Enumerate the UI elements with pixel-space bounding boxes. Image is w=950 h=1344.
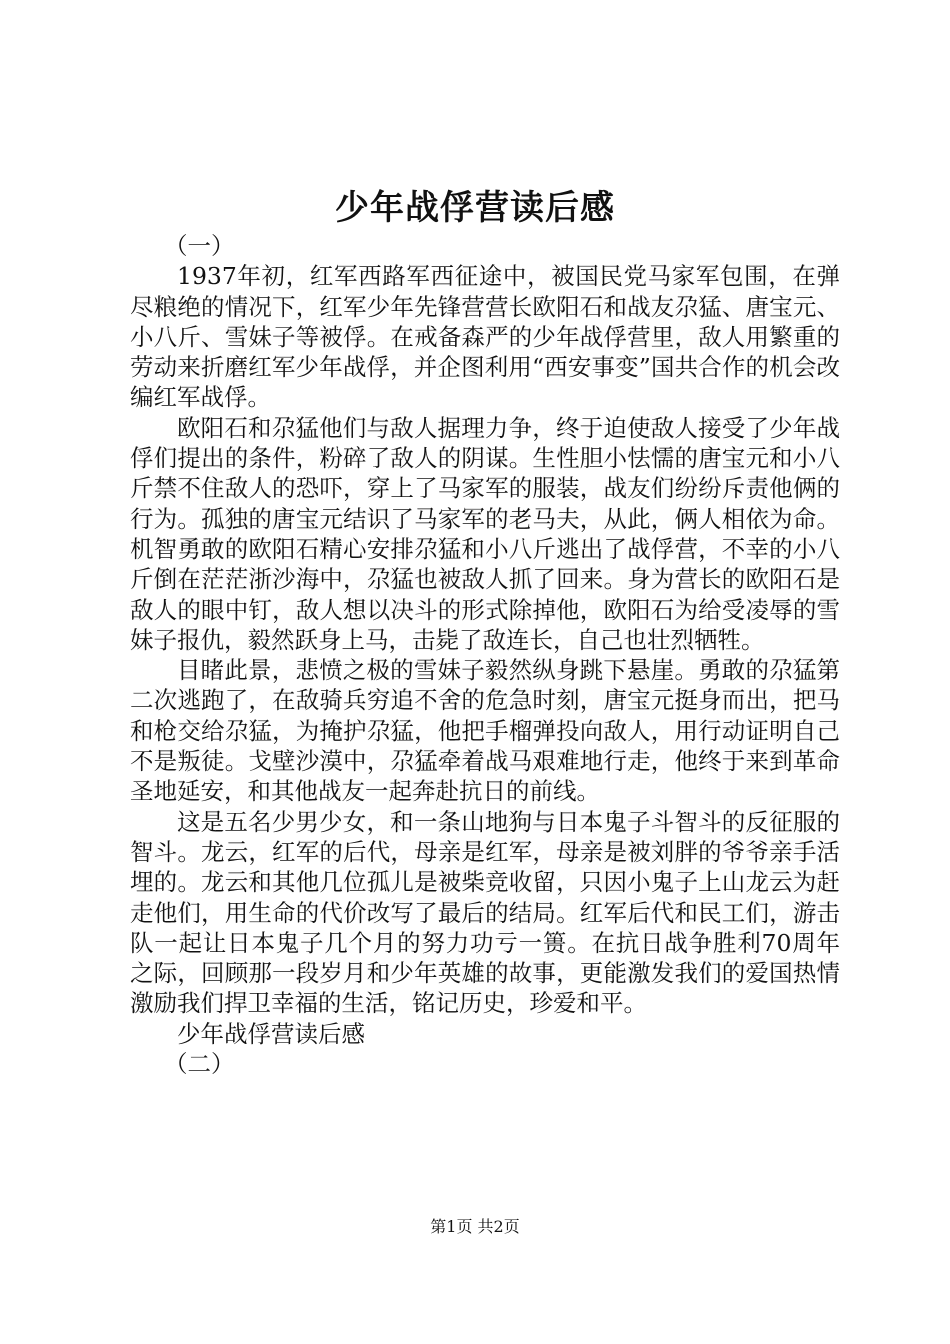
paragraph-3: 目睹此景，悲愤之极的雪妹子毅然纵身跳下悬崖。勇敢的尕猛第二次逃跑了，在敌骑兵穷追不舍的危急时刻，唐宝元挺身而出，把马和枪交给尕猛，为掩护尕猛，他把手榴弹投向敌人，用行动证明自己不是叛徒。戈壁沙漠中，尕猛牵着战马艰难地行走，他终于来到革命圣地延安，和其他战友一起奔赴抗日的前线。 bbox=[130, 656, 840, 806]
paragraph-4: 这是五名少男少女，和一条山地狗与日本鬼子斗智斗的反征服的智斗。龙云，红军的后代，母亲是红军，母亲是被刘胖的爷爷亲手活埋的。龙云和其他几位孤儿是被柴竞收留，只因小鬼子上山龙云为赶走他们，用生命的代价改写了最后的结局。红军后代和民工们，游击队一起让日本鬼子几个月的努力功亏一篑。在抗日战争胜利70周年之际，回顾那一段岁月和少年英雄的故事，更能激发我们的爱国热情激励我们捍卫幸福的生活，铭记历史，珍爱和平。 bbox=[130, 807, 840, 1018]
document-body bbox=[130, 231, 840, 1079]
document-title: 少年战俘营读后感 bbox=[335, 188, 615, 228]
paragraph-2: 欧阳石和尕猛他们与敌人据理力争，终于迫使敌人接受了少年战俘们提出的条件，粉碎了敌人的阴谋。生性胆小怯懦的唐宝元和小八斤禁不住敌人的恐吓，穿上了马家军的服装，战友们纷纷斥责他俩的行为。孤独的唐宝元结识了马家军的老马夫，从此，俩人相依为命。机智勇敢的欧阳石精心安排尕猛和小八斤逃出了战俘营，不幸的小八斤倒在茫茫浙沙海中，尕猛也被敌人抓了回来。身为营长的欧阳石是敌人的眼中钉，敌人想以决斗的形式除掉他，欧阳石为给受凌辱的雪妹子报仇，毅然跃身上马，击毙了敌连长，自己也壮烈牺牲。 bbox=[130, 413, 840, 654]
section-one-marker: （一） bbox=[164, 232, 235, 260]
repeat-title-line: 少年战俘营读后感 bbox=[177, 1019, 365, 1048]
section-two-marker: （二） bbox=[164, 1050, 235, 1079]
page-footer: 第1页 共2页 bbox=[430, 1217, 520, 1236]
paragraph-1: 1937年初，红军西路军西征途中，被国民党马家军包围，在弹尽粮绝的情况下，红军少年先锋营营长欧阳石和战友尕猛、唐宝元、小八斤、雪妹子等被俘。在戒备森严的少年战俘营里，敌人用繁重的劳动来折磨红军少年战俘，并企图利用“西安事变”国共合作的机会改编红军战俘。 bbox=[130, 262, 840, 412]
